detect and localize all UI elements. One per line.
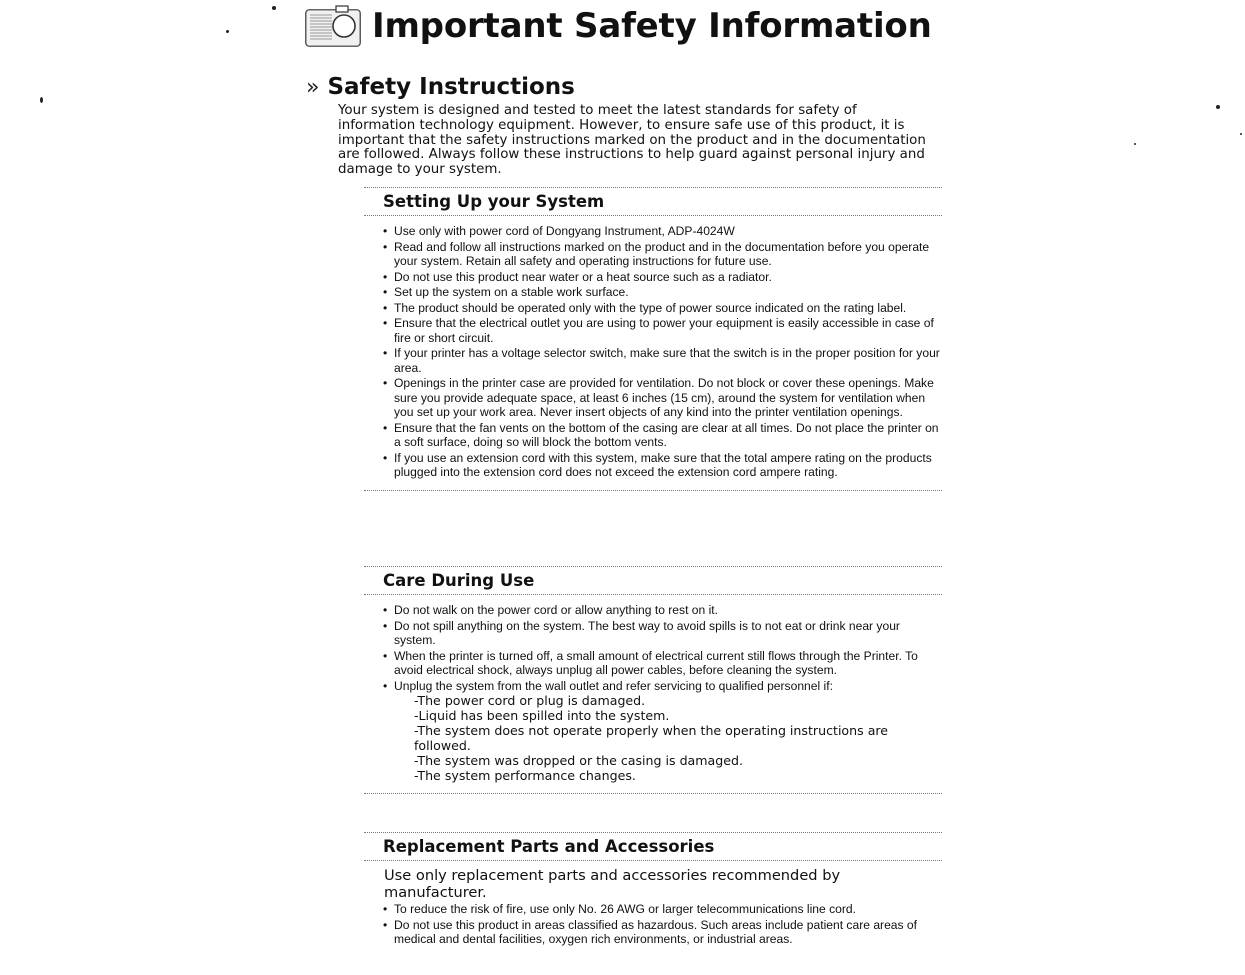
list-item: • Read and follow all instructions marked on the product and in the documentation before you operate your system. Retain all safety and operating instructions for future use. <box>383 240 942 269</box>
list-item: • Do not walk on the power cord or allow anything to rest on it. <box>383 603 942 617</box>
list-item: • Do not use this product near water or a heat source such as a radiator. <box>383 270 942 284</box>
list-item: • Set up the system on a stable work surface. <box>383 285 942 299</box>
list-item: • If your printer has a voltage selector switch, make sure that the switch is in the proper position for your area. <box>383 346 942 375</box>
parts-lead: Use only replacement parts and accessories recommended by manufacturer. <box>384 867 841 901</box>
section-title: Safety Instructions <box>327 74 575 100</box>
divider <box>364 490 942 491</box>
list-item: • To reduce the risk of fire, use only No. 26 AWG or larger telecommunications line cord. <box>383 902 942 916</box>
care-sublist <box>394 694 942 784</box>
care-box <box>364 566 942 794</box>
list-item: • The product should be operated only with the type of power source indicated on the rating label. <box>383 301 942 315</box>
sub-item: -The system performance changes. <box>414 768 636 784</box>
setup-list <box>364 224 942 480</box>
scan-speck <box>1134 143 1136 145</box>
parts-list <box>364 902 942 946</box>
page-title: Important Safety Information <box>372 6 932 46</box>
list-item: • Ensure that the fan vents on the bottom of the casing are clear at all times. Do not place the printer on a soft surface, doing so will block the bottom vents. <box>383 421 942 450</box>
divider <box>364 566 942 567</box>
scan-speck <box>40 97 43 103</box>
list-item: • Do not spill anything on the system. The best way to avoid spills is to not eat or drink near your system. <box>383 619 942 648</box>
list-item: • If you use an extension cord with this system, make sure that the total ampere rating on the products plugged into the extension cord does not exceed the extension cord ampere rating. <box>383 451 942 480</box>
parts-box <box>364 832 942 948</box>
list-item-text: Unplug the system from the wall outlet and refer servicing to qualified personnel if: <box>394 678 833 693</box>
printer-icon <box>304 4 362 48</box>
page-header <box>304 4 932 48</box>
intro-paragraph: Your system is designed and tested to meet the latest standards for safety of information technology equipment. However, to ensure safe use of this product, it is important that the safety instructions marked on the product and in the documentation are followed. Always follow these instructions to help guard against personal injury and damage to your system. <box>338 103 926 178</box>
sub-item: -Liquid has been spilled into the system. <box>414 708 670 724</box>
divider <box>364 832 942 833</box>
sub-item: -The system does not operate properly when the operating instructions are followed. <box>414 723 889 753</box>
list-item <box>383 679 942 784</box>
setup-title: Setting Up your System <box>383 192 605 211</box>
sub-item: -The system was dropped or the casing is damaged. <box>414 753 743 769</box>
parts-title: Replacement Parts and Accessories <box>383 837 715 856</box>
section-heading <box>306 74 575 100</box>
divider <box>364 215 942 216</box>
scan-speck <box>1240 133 1242 135</box>
divider <box>364 793 942 794</box>
divider <box>364 594 942 595</box>
double-chevron-icon: » <box>306 74 320 100</box>
setup-box <box>364 187 942 491</box>
divider <box>364 860 942 861</box>
list-item: • When the printer is turned off, a small amount of electrical current still flows through the Printer. To avoid electrical shock, always unplug all power cables, before cleaning the system. <box>383 649 942 678</box>
list-item: • Do not use this product in areas classified as hazardous. Such areas include patient care areas of medical and dental facilities, oxygen rich environments, or industrial areas. <box>383 918 942 947</box>
list-item: • Ensure that the electrical outlet you are using to power your equipment is easily accessible in case of fire or short circuit. <box>383 316 942 345</box>
scan-speck <box>1216 105 1220 109</box>
divider <box>364 187 942 188</box>
sub-item: -The power cord or plug is damaged. <box>414 693 646 708</box>
scan-speck <box>272 6 276 10</box>
list-item: • Openings in the printer case are provided for ventilation. Do not block or cover these openings. Make sure you provide adequate space, at least 6 inches (15 cm), around the system for ventilation when you set up your work area. Never insert objects of any kind into the printer ventilation openings. <box>383 376 942 419</box>
care-title: Care During Use <box>383 571 535 590</box>
scan-speck <box>226 30 229 33</box>
care-list <box>364 603 942 784</box>
list-item: • Use only with power cord of Dongyang Instrument, ADP-4024W <box>383 224 942 238</box>
